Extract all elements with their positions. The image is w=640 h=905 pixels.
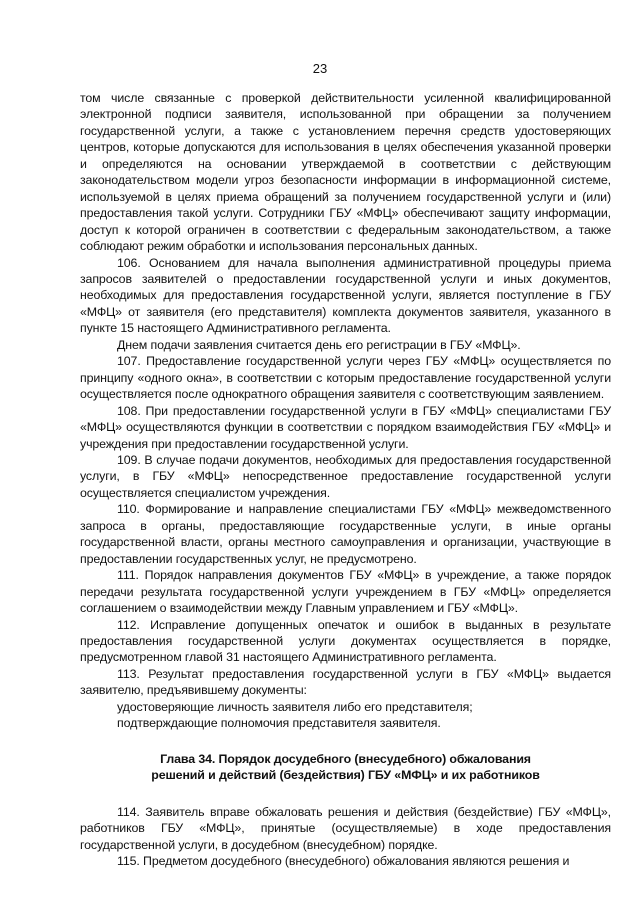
chapter-heading-line-2: решений и действий (бездействия) ГБУ «МФЦ» и их работников <box>151 768 540 783</box>
list-item-identity: удостоверяющие личность заявителя либо его представителя; <box>117 699 473 714</box>
paragraph-110: 110. Формирование и направление специалистами ГБУ «МФЦ» межведомственного запроса в органы, предоставляющие государственные услуги, в иные органы государственной власти, органы местного самоуправления и организации, участвующие в предоставлении государственных услуг, не предусмотрено. <box>80 502 611 566</box>
page-number: 23 <box>312 61 328 76</box>
paragraph-114: 114. Заявитель вправе обжаловать решения и действия (бездействие) ГБУ «МФЦ», работников ГБУ «МФЦ», принятые (осуществляемые) в ходе предоставления государственной услуги, в досудебном (внесудебном) порядке. <box>80 804 611 852</box>
paragraph-submission-day: Днем подачи заявления считается день его регистрации в ГБУ «МФЦ». <box>117 337 521 352</box>
paragraph-109: 109. В случае подачи документов, необходимых для предоставления государственной услуги, в ГБУ «МФЦ» непосредственное предоставление государственной услуги осуществляется специалистом учреждения. <box>80 452 611 500</box>
paragraph-108: 108. При предоставлении государственной услуги в ГБУ «МФЦ» специалистами ГБУ «МФЦ» осуществляются функции в соответствии с порядком взаимодействия ГБУ «МФЦ» и учреждения при предоставлении государственной услуги. <box>80 403 611 451</box>
paragraph-continuation: том числе связанные с проверкой действительности усиленной квалифицированной электронной подписи заявителя, использованной при обращении за получением государственной услуги, а также с установлением перечня средств удостоверяющих центров, которые допускаются для использования в целях обеспечения указанной проверки и определяются на основании утверждаемой в соответствии с действующим законодательством модели угроз безопасности информации в информационной системе, используемой в целях приема обращений за получением государственной услуги и (или) предоставления такой услуги. Сотрудники ГБУ «МФЦ» обеспечивают защиту информации, доступ к которой ограничен в соответствии с федеральным законодательством, а также соблюдают режим обработки и использования персональных данных. <box>80 91 611 254</box>
paragraph-111: 111. Порядок направления документов ГБУ «МФЦ» в учреждение, а также порядок передачи результата государственной услуги учреждением в ГБУ «МФЦ» определяется соглашением о взаимодействии между Главным управлением и ГБУ «МФЦ». <box>80 568 611 616</box>
paragraph-113: 113. Результат предоставления государственной услуги в ГБУ «МФЦ» выдается заявителю, предъявившему документы: <box>80 666 611 698</box>
paragraph-112: 112. Исправление допущенных опечаток и ошибок в выданных в результате предоставления государственной услуги документах осуществляется в порядке, предусмотренном главой 31 настоящего Административного регламента. <box>80 617 611 665</box>
chapter-heading-line-1: Глава 34. Порядок досудебного (внесудебного) обжалования <box>160 751 531 766</box>
paragraph-115: 115. Предметом досудебного (внесудебного) обжалования являются решения и <box>117 854 570 869</box>
document-body <box>80 90 611 869</box>
paragraph-107: 107. Предоставление государственной услуги через ГБУ «МФЦ» осуществляется по принципу «одного окна», в соответствии с которым предоставление государственной услуги осуществляется после однократного обращения заявителя с соответствующим заявлением. <box>80 354 611 402</box>
paragraph-106: 106. Основанием для начала выполнения административной процедуры приема запросов заявителей о предоставлении государственной услуги и иных документов, необходимых для предоставления государственной услуги, является поступление в ГБУ «МФЦ» от заявителя (его представителя) комплекта документов заявителя, указанного в пункте 15 настоящего Административного регламента. <box>80 255 611 336</box>
chapter-heading <box>80 751 611 784</box>
list-item-authority: подтверждающие полномочия представителя заявителя. <box>117 716 441 731</box>
